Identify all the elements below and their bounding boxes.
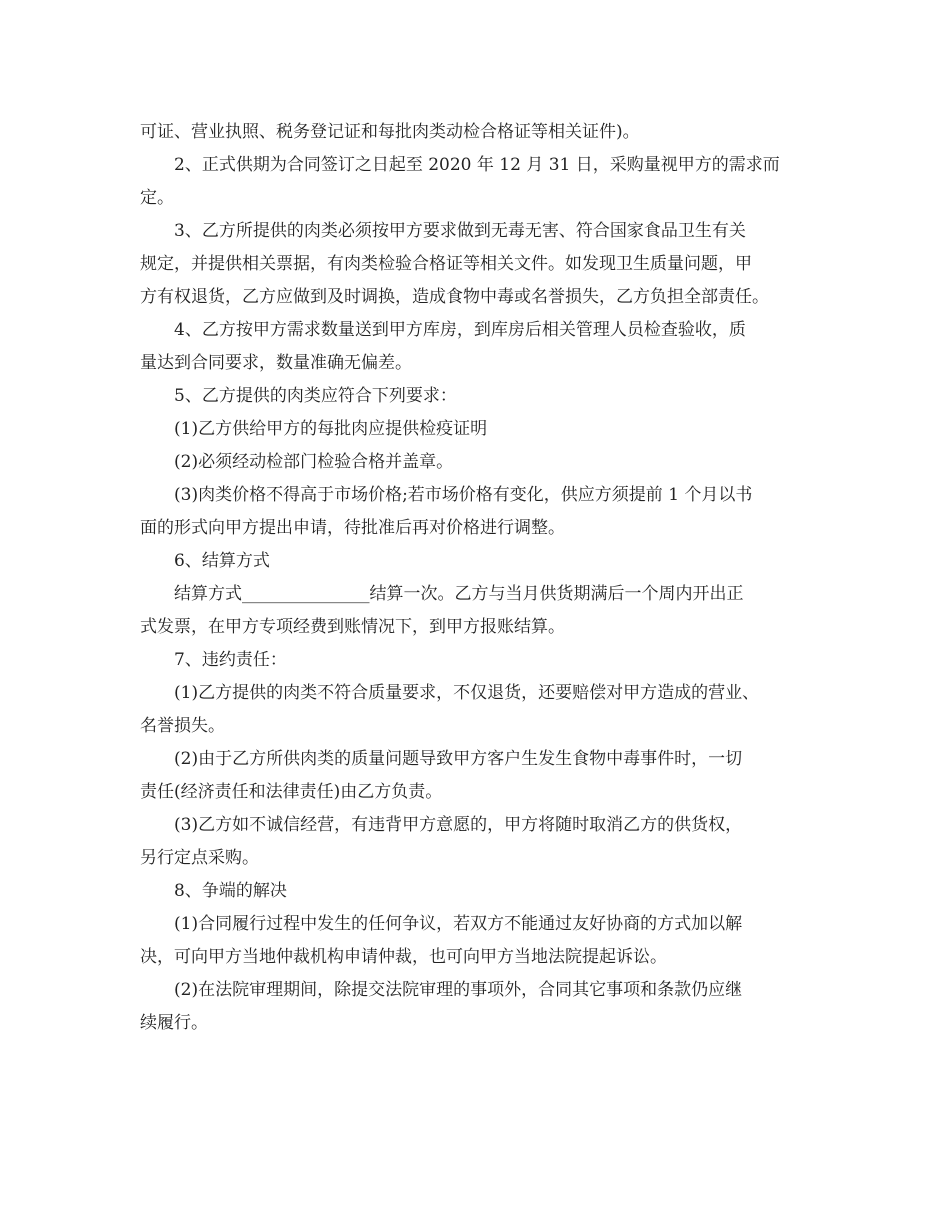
document-line: 8、争端的解决 [174,881,287,901]
document-line: (2)在法院审理期间，除提交法院审理的事项外，合同其它事项和条款仍应继 [174,980,743,1000]
document-line: (2)必须经动检部门检验合格并盖章。 [174,452,454,472]
document-line: 2、正式供期为合同签订之日起至 2020 年 12 月 31 日，采购量视甲方的需求而 [174,155,780,175]
document-line: 定。 [140,188,174,208]
document-line: 4、乙方按甲方需求数量送到甲方库房，到库房后相关管理人员检查验收，质 [174,320,746,340]
document-line: 名誉损失。 [140,716,225,736]
document-line: 面的形式向甲方提出申请，待批准后再对价格进行调整。 [140,518,565,538]
document-line: (1)合同履行过程中发生的任何争议，若双方不能通过友好协商的方式加以解 [174,914,743,934]
document-line: 另行定点采购。 [140,848,259,868]
document-line: 方有权退货，乙方应做到及时调换，造成食物中毒或名誉损失，乙方负担全部责任。 [140,287,769,307]
document-line: 量达到合同要求，数量准确无偏差。 [140,353,412,373]
document-line: 3、乙方所提供的肉类必须按甲方要求做到无毒无害、符合国家食品卫生有关 [174,221,746,241]
document-line: (3)乙方如不诚信经营，有违背甲方意愿的，甲方将随时取消乙方的供货权， [174,815,743,835]
document-line: (3)肉类价格不得高于市场价格;若市场价格有变化，供应方须提前 1 个月以书 [174,485,753,505]
document-line: 结算方式_______________结算一次。乙方与当月供货期满后一个周内开出正 [174,584,744,604]
document-line: 7、违约责任： [174,650,287,670]
document-line: (2)由于乙方所供肉类的质量问题导致甲方客户生发生食物中毒事件时，一切 [174,749,743,769]
document-line: 5、乙方提供的肉类应符合下列要求： [174,386,457,406]
document-line: 6、结算方式 [174,551,270,571]
document-line: 式发票，在甲方专项经费到账情况下，到甲方报账结算。 [140,617,565,637]
document-line: 决，可向甲方当地仲裁机构申请仲裁，也可向甲方当地法院提起诉讼。 [140,947,667,967]
document-line: 规定，并提供相关票据，有肉类检验合格证等相关文件。如发现卫生质量问题，甲 [140,254,752,274]
document-body [140,116,816,1040]
document-line: 责任(经济责任和法律责任)由乙方负责。 [140,782,443,802]
document-line: 续履行。 [140,1013,208,1033]
document-line: 可证、营业执照、税务登记证和每批肉类动检合格证等相关证件)。 [140,122,640,142]
document-line: (1)乙方提供的肉类不符合质量要求，不仅退货，还要赔偿对甲方造成的营业、 [174,683,760,703]
document-line: (1)乙方供给甲方的每批肉应提供检疫证明 [174,419,488,439]
